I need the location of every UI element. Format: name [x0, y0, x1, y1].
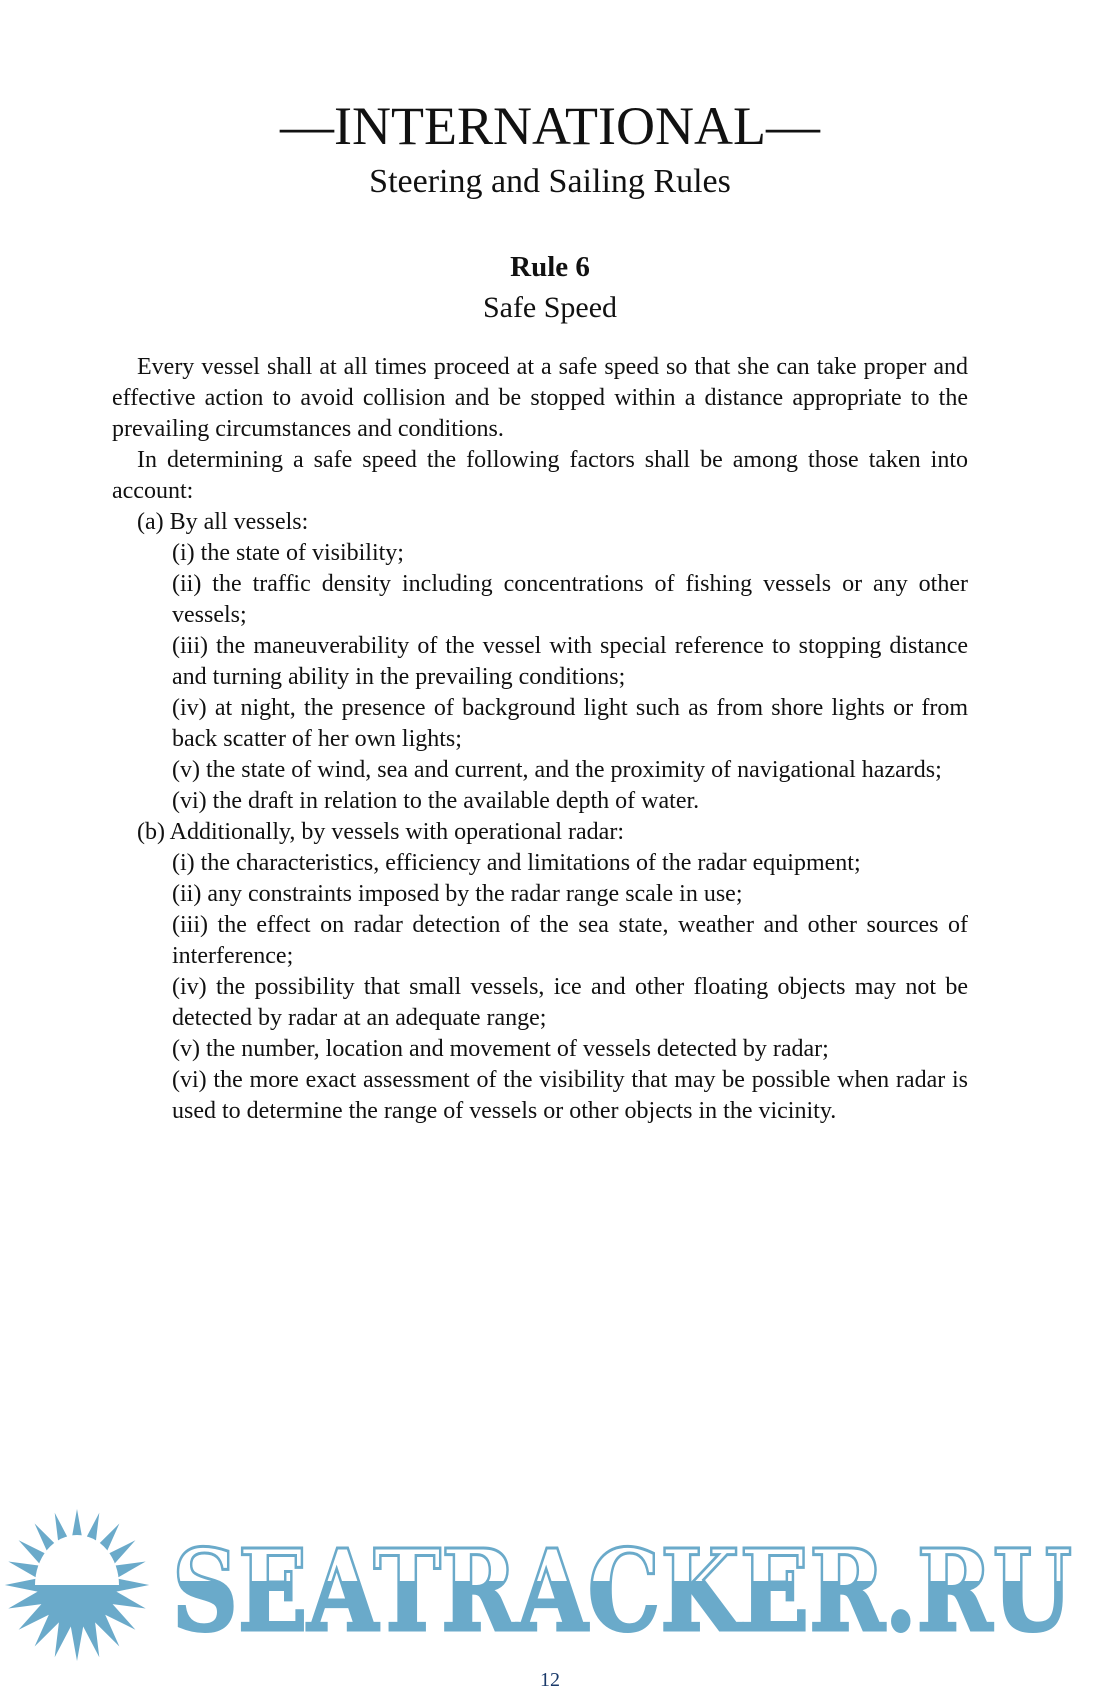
page-subtitle: Steering and Sailing Rules	[369, 163, 731, 200]
list-item: (ii) the traffic density including concentrations of fishing vessels or any other vessels;	[172, 571, 968, 628]
rule-number: Rule 6	[510, 251, 590, 283]
list-item: (vi) the draft in relation to the available depth of water.	[172, 788, 700, 814]
section-b-heading: (b) Additionally, by vessels with operational radar:	[137, 819, 624, 845]
watermark-logo	[0, 1505, 1100, 1665]
rule-body	[112, 352, 968, 1127]
sun-icon	[5, 1509, 149, 1661]
list-item: (v) the state of wind, sea and current, and the proximity of navigational hazards;	[172, 757, 942, 783]
section-a-heading: (a) By all vessels:	[137, 509, 309, 535]
list-item: (iii) the maneuverability of the vessel with special reference to stopping distance and turning ability in the prevailing conditions;	[172, 633, 968, 690]
list-item: (iv) the possibility that small vessels, ice and other floating objects may not be detected by radar at an adequate range;	[172, 974, 968, 1031]
intro-paragraph: Every vessel shall at all times proceed at a safe speed so that she can take proper and effective action to avoid collision and be stopped within a distance appropriate to the prevailing circumstances and conditions.	[112, 354, 968, 442]
page-number: 12	[540, 1669, 560, 1691]
list-item: (v) the number, location and movement of vessels detected by radar;	[172, 1036, 829, 1062]
rule-name: Safe Speed	[482, 291, 618, 324]
page-title: —INTERNATIONAL—	[280, 96, 820, 156]
list-item: (i) the state of visibility;	[172, 540, 404, 566]
list-item: (vi) the more exact assessment of the visibility that may be possible when radar is used to determine the range of vessels or other objects in the vicinity.	[172, 1067, 968, 1124]
watermark-text: SEATRACKER.RU	[172, 1526, 1072, 1657]
factors-intro: In determining a safe speed the following factors shall be among those taken into account:	[112, 447, 968, 504]
list-item: (i) the characteristics, efficiency and limitations of the radar equipment;	[172, 850, 861, 876]
list-item: (ii) any constraints imposed by the radar range scale in use;	[172, 881, 743, 907]
list-item: (iv) at night, the presence of background light such as from shore lights or from back scatter of her own lights;	[172, 695, 968, 752]
list-item: (iii) the effect on radar detection of the sea state, weather and other sources of interference;	[172, 912, 968, 969]
